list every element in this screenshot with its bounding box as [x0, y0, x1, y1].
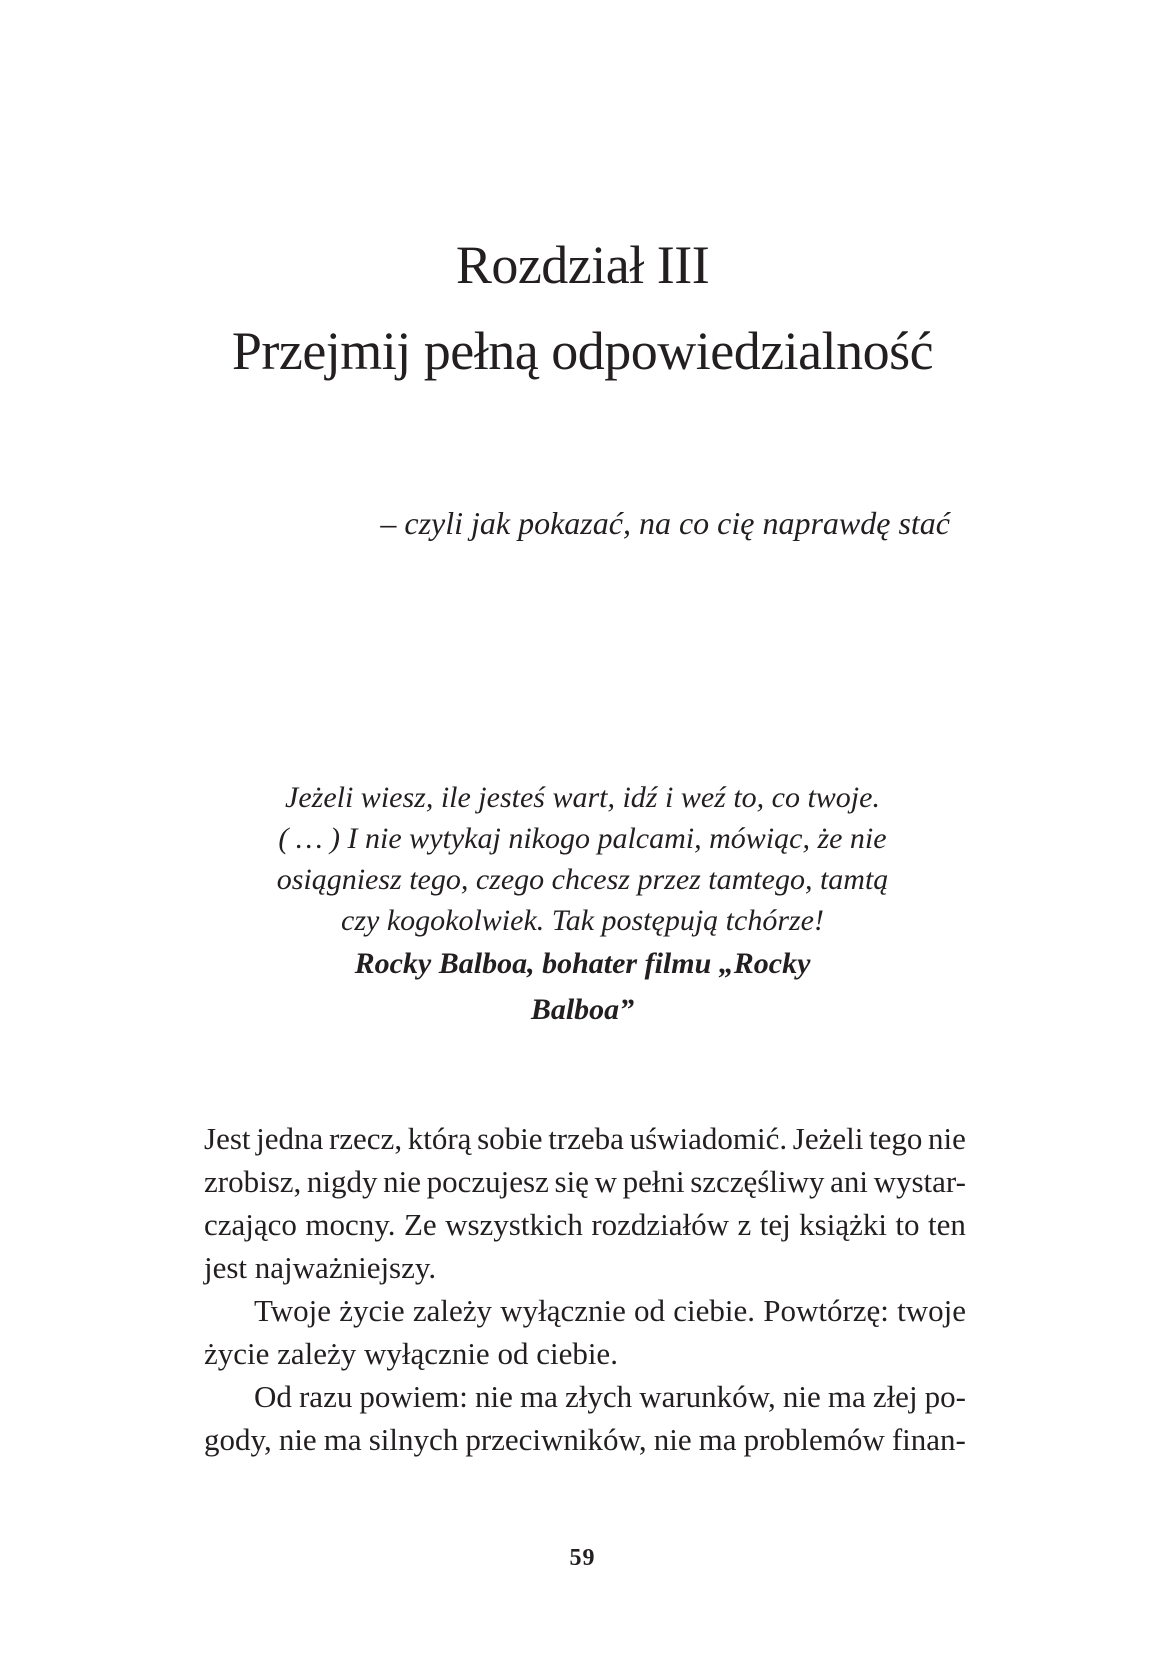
body-line [204, 1375, 966, 1418]
word: silnych [368, 1422, 459, 1457]
epigraph [180, 777, 985, 1033]
word: tej [759, 1207, 791, 1242]
word: poczujesz [426, 1164, 549, 1199]
word: zrobisz, [204, 1164, 302, 1199]
page-number: 59 [569, 1545, 596, 1571]
word: Twoje [254, 1293, 332, 1328]
word: problemów [743, 1422, 885, 1457]
epigraph-line: osiągniesz tego, czego chcesz przez tamtego, tamtą [276, 863, 889, 896]
word: wszystkich [445, 1207, 583, 1242]
epigraph-line: ( … ) I nie wytykaj nikogo palcami, mówiąc, że nie [278, 822, 887, 855]
word: zależy [412, 1293, 492, 1328]
word: ma [698, 1422, 737, 1457]
word: ani [830, 1164, 868, 1199]
word: którą [407, 1121, 472, 1156]
epigraph-author: Balboa” [530, 993, 635, 1026]
epigraph-author: Rocky Balboa, bohater filmu „Rocky [354, 947, 811, 980]
word: książki [799, 1207, 887, 1242]
word: twoje [897, 1293, 966, 1328]
word: w [594, 1164, 617, 1199]
word: złych [564, 1379, 633, 1414]
word: nie [928, 1121, 966, 1156]
word: Jeżeli [792, 1121, 864, 1156]
word: wystar- [873, 1164, 966, 1199]
word: nie [475, 1379, 513, 1414]
word: od [634, 1293, 666, 1328]
chapter-number: Rozdział III [455, 235, 710, 295]
word: ma [827, 1379, 866, 1414]
word: powiem: [359, 1379, 468, 1414]
word: Jest [204, 1121, 251, 1156]
word: złej [872, 1379, 918, 1414]
word: ma [323, 1422, 362, 1457]
epigraph-line: czy kogokolwiek. Tak postępują tchórze! [341, 904, 824, 937]
word: nie [653, 1422, 692, 1457]
word: Od [254, 1379, 292, 1414]
word: sobie [477, 1121, 543, 1156]
word: mocny. [305, 1207, 396, 1242]
body-line: jest najważniejszy. [204, 1250, 437, 1285]
body-line: życie zależy wyłącznie od ciebie. [204, 1336, 618, 1371]
word: po- [924, 1379, 966, 1414]
word: to [895, 1207, 920, 1242]
body-line [204, 1117, 966, 1160]
word: czająco [204, 1207, 297, 1242]
word: jedna [256, 1121, 324, 1156]
word: razu [298, 1379, 353, 1414]
body-line [204, 1203, 966, 1246]
body-line [204, 1289, 966, 1332]
word: rzecz, [328, 1121, 403, 1156]
word: szczęśliwy [690, 1164, 825, 1199]
word: uświadomić. [629, 1121, 788, 1156]
word: nigdy [306, 1164, 378, 1199]
word: ten [928, 1207, 966, 1242]
chapter-heading [0, 222, 1165, 394]
body-line [204, 1160, 966, 1203]
word: rozdziałów [591, 1207, 730, 1242]
word: ma [519, 1379, 558, 1414]
word: warunków, [639, 1379, 776, 1414]
word: przeciwników, [465, 1422, 647, 1457]
word: ciebie. [673, 1293, 756, 1328]
word: gody, [204, 1422, 272, 1457]
word: się [554, 1164, 589, 1199]
body-line [204, 1418, 966, 1461]
epigraph-line: Jeżeli wiesz, ile jesteś wart, idź i weź to, co twoje. [285, 781, 880, 814]
word: finan- [891, 1422, 966, 1457]
word: trzeba [548, 1121, 624, 1156]
body-text [204, 1117, 966, 1461]
word: tego [869, 1121, 923, 1156]
word: Powtórzę: [763, 1293, 889, 1328]
word: nie [278, 1422, 317, 1457]
word: nie [383, 1164, 422, 1199]
chapter-subtitle: – czyli jak pokazać, na co cię naprawdę stać [380, 505, 950, 541]
word: nie [782, 1379, 821, 1414]
word: pełni [622, 1164, 685, 1199]
word: wyłącznie [500, 1293, 626, 1328]
word: życie [339, 1293, 405, 1328]
word: z [737, 1207, 752, 1242]
word: Ze [403, 1207, 437, 1242]
chapter-title: Przejmij pełną odpowiedzialność [231, 321, 934, 381]
